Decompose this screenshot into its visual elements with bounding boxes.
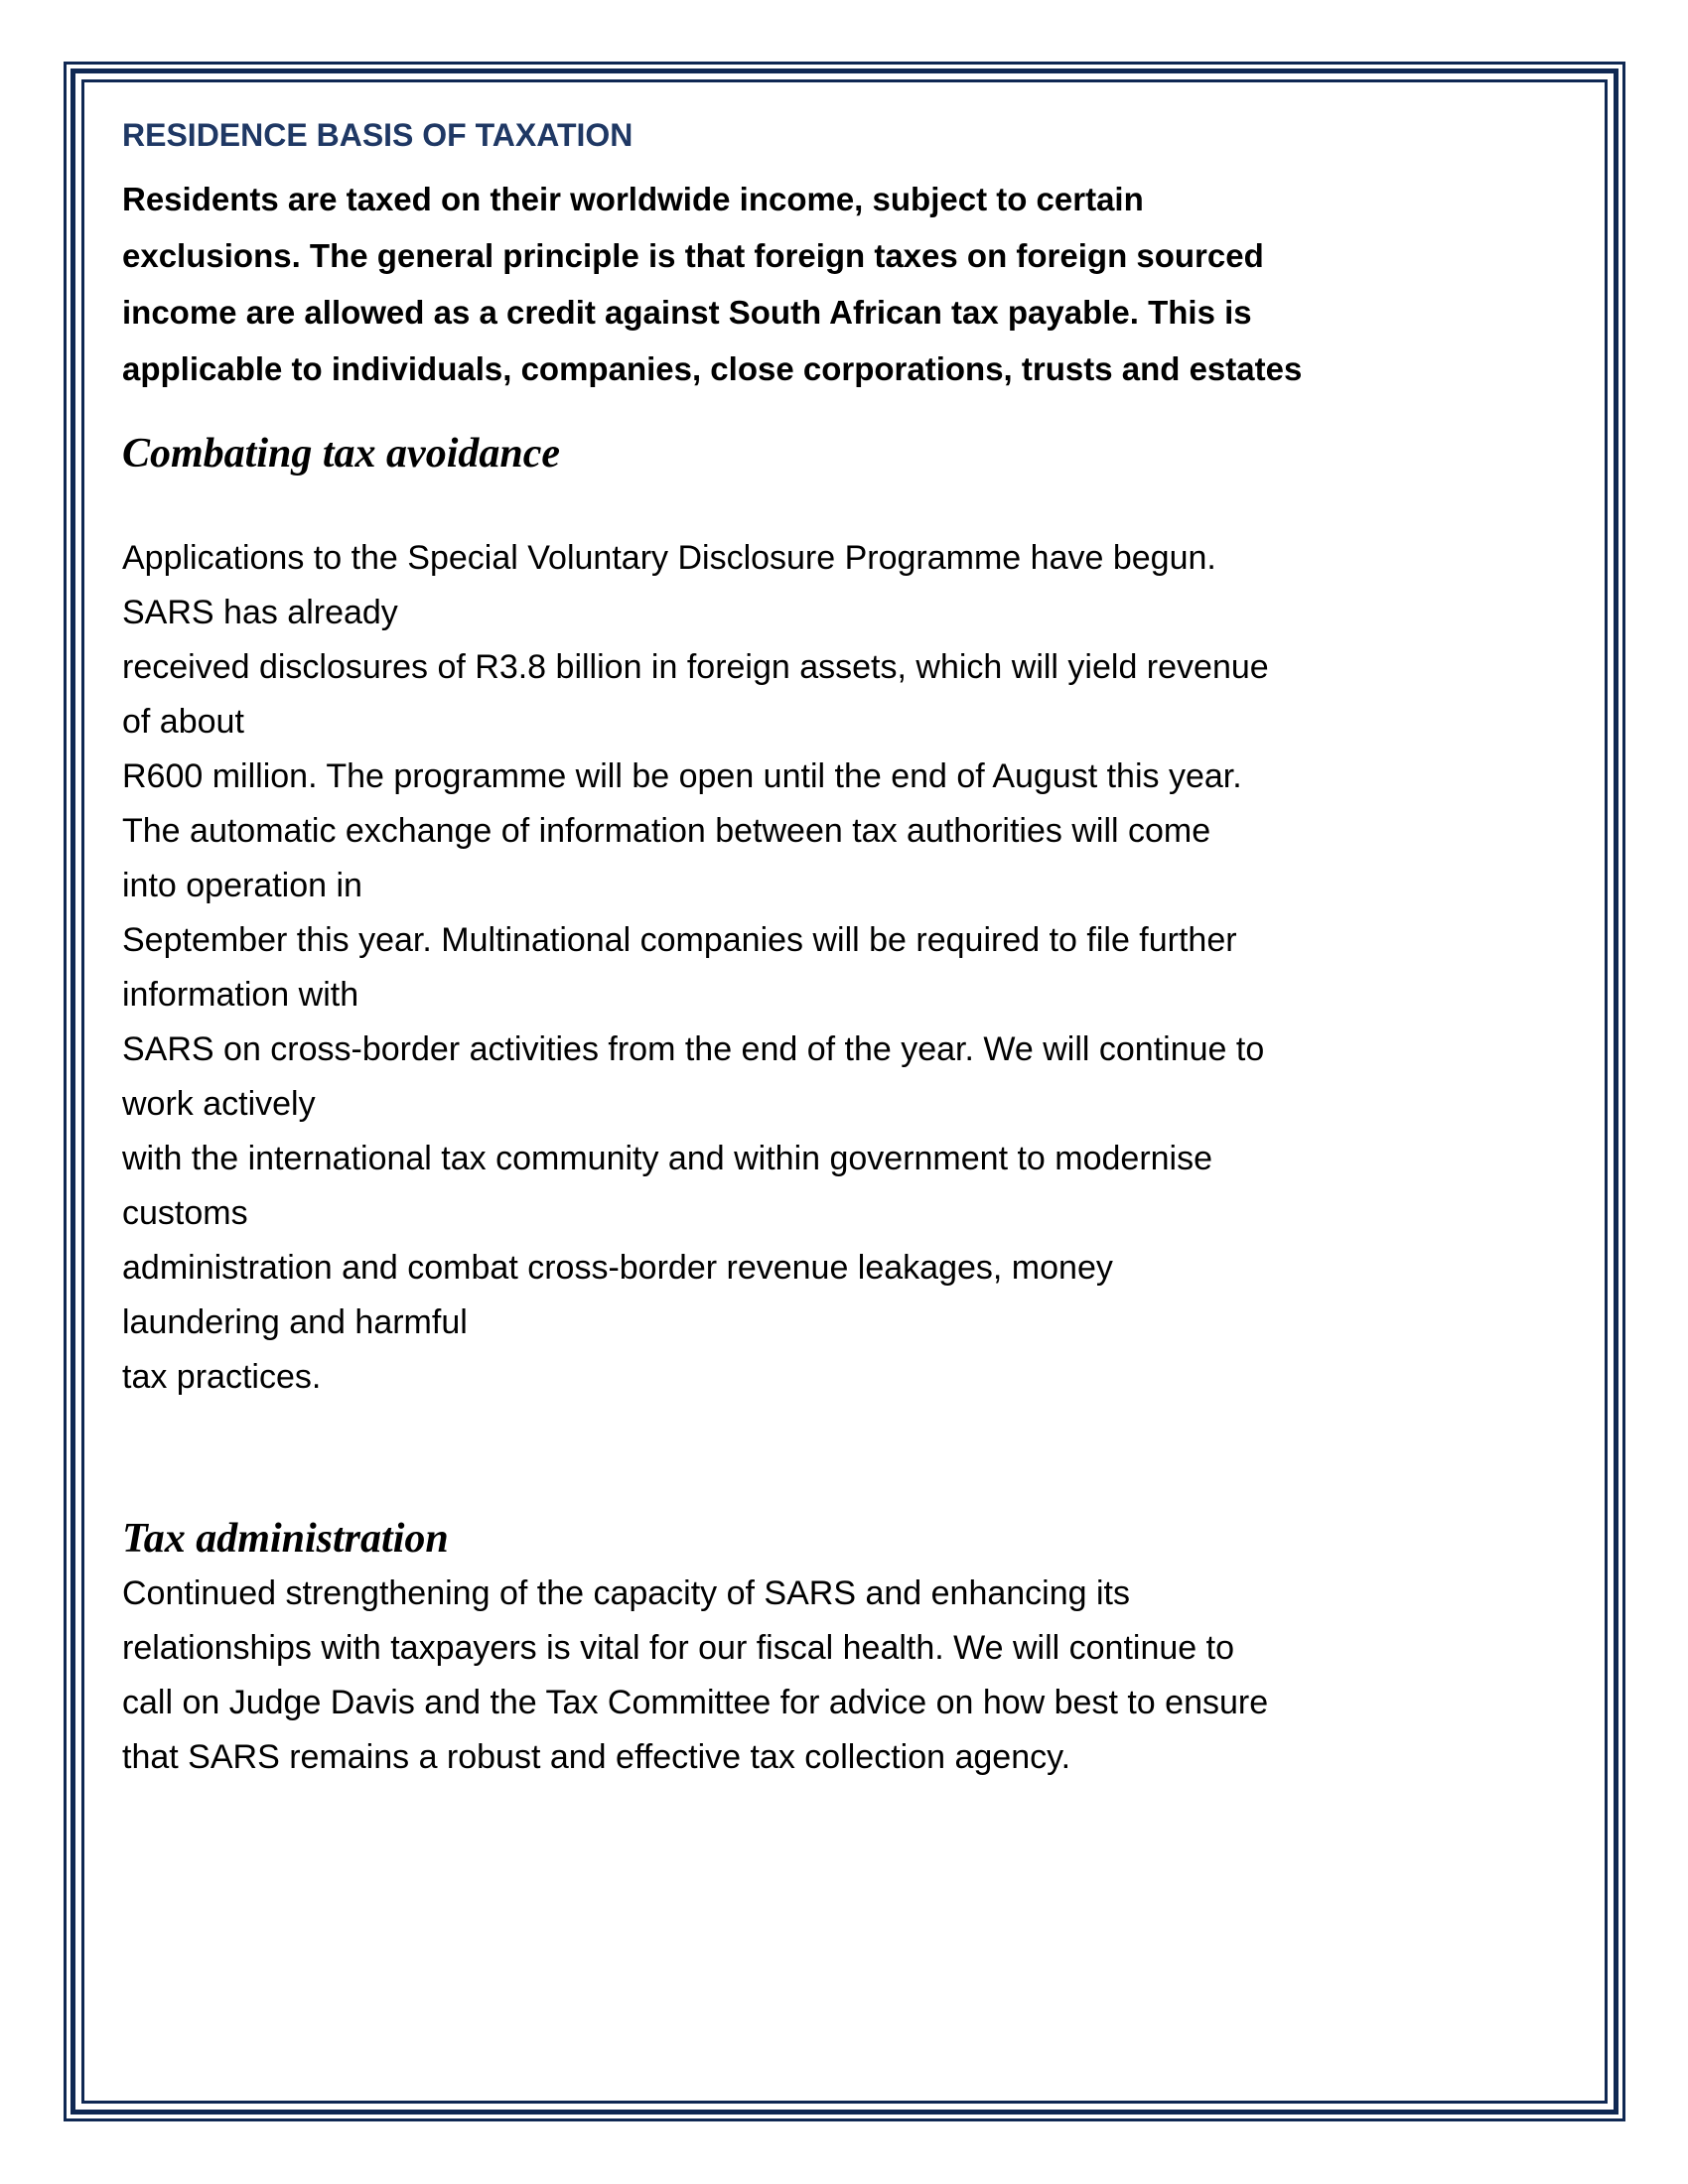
page-border-inner (81, 79, 1608, 2104)
section-body-combating-tax-avoidance (122, 531, 1567, 1405)
section-heading-tax-administration: Tax administration (122, 1516, 449, 1562)
page-border-middle (70, 68, 1618, 2115)
document-content (84, 82, 1605, 2101)
document-title: RESIDENCE BASIS OF TAXATION (122, 117, 633, 153)
text-line: SARS has already (122, 594, 398, 631)
text-line: tax practices. (122, 1358, 322, 1396)
text-line: of about (122, 703, 244, 741)
text-line: call on Judge Davis and the Tax Committee for advice on how best to ensure (122, 1684, 1269, 1721)
intro-paragraph (122, 171, 1567, 397)
text-line: The automatic exchange of information between tax authorities will come (122, 812, 1211, 850)
text-line: Applications to the Special Voluntary Disclosure Programme have begun. (122, 539, 1216, 577)
section-body-tax-administration (122, 1567, 1567, 1785)
text-line: that SARS remains a robust and effective tax collection agency. (122, 1738, 1071, 1776)
text-line: income are allowed as a credit against South African tax payable. This is (122, 294, 1252, 331)
text-line: Residents are taxed on their worldwide income, subject to certain (122, 181, 1144, 217)
text-line: relationships with taxpayers is vital for our fiscal health. We will continue to (122, 1629, 1234, 1667)
text-line: into operation in (122, 867, 362, 904)
page-border-outer (64, 62, 1625, 2121)
text-line: received disclosures of R3.8 billion in foreign assets, which will yield revenue (122, 648, 1269, 686)
text-line: work actively (122, 1085, 316, 1123)
text-line: applicable to individuals, companies, close corporations, trusts and estates (122, 350, 1303, 387)
section-heading-combating-tax-avoidance: Combating tax avoidance (122, 431, 560, 477)
text-line: customs (122, 1194, 248, 1232)
text-line: laundering and harmful (122, 1303, 468, 1341)
text-line: administration and combat cross-border revenue leakages, money (122, 1249, 1113, 1287)
text-line: exclusions. The general principle is that foreign taxes on foreign sourced (122, 237, 1264, 274)
text-line: September this year. Multinational companies will be required to file further (122, 921, 1237, 959)
text-line: with the international tax community and within government to modernise (122, 1140, 1213, 1177)
text-line: SARS on cross-border activities from the end of the year. We will continue to (122, 1030, 1265, 1068)
text-line: Continued strengthening of the capacity of SARS and enhancing its (122, 1574, 1131, 1612)
text-line: R600 million. The programme will be open until the end of August this year. (122, 757, 1242, 795)
text-line: information with (122, 976, 359, 1014)
